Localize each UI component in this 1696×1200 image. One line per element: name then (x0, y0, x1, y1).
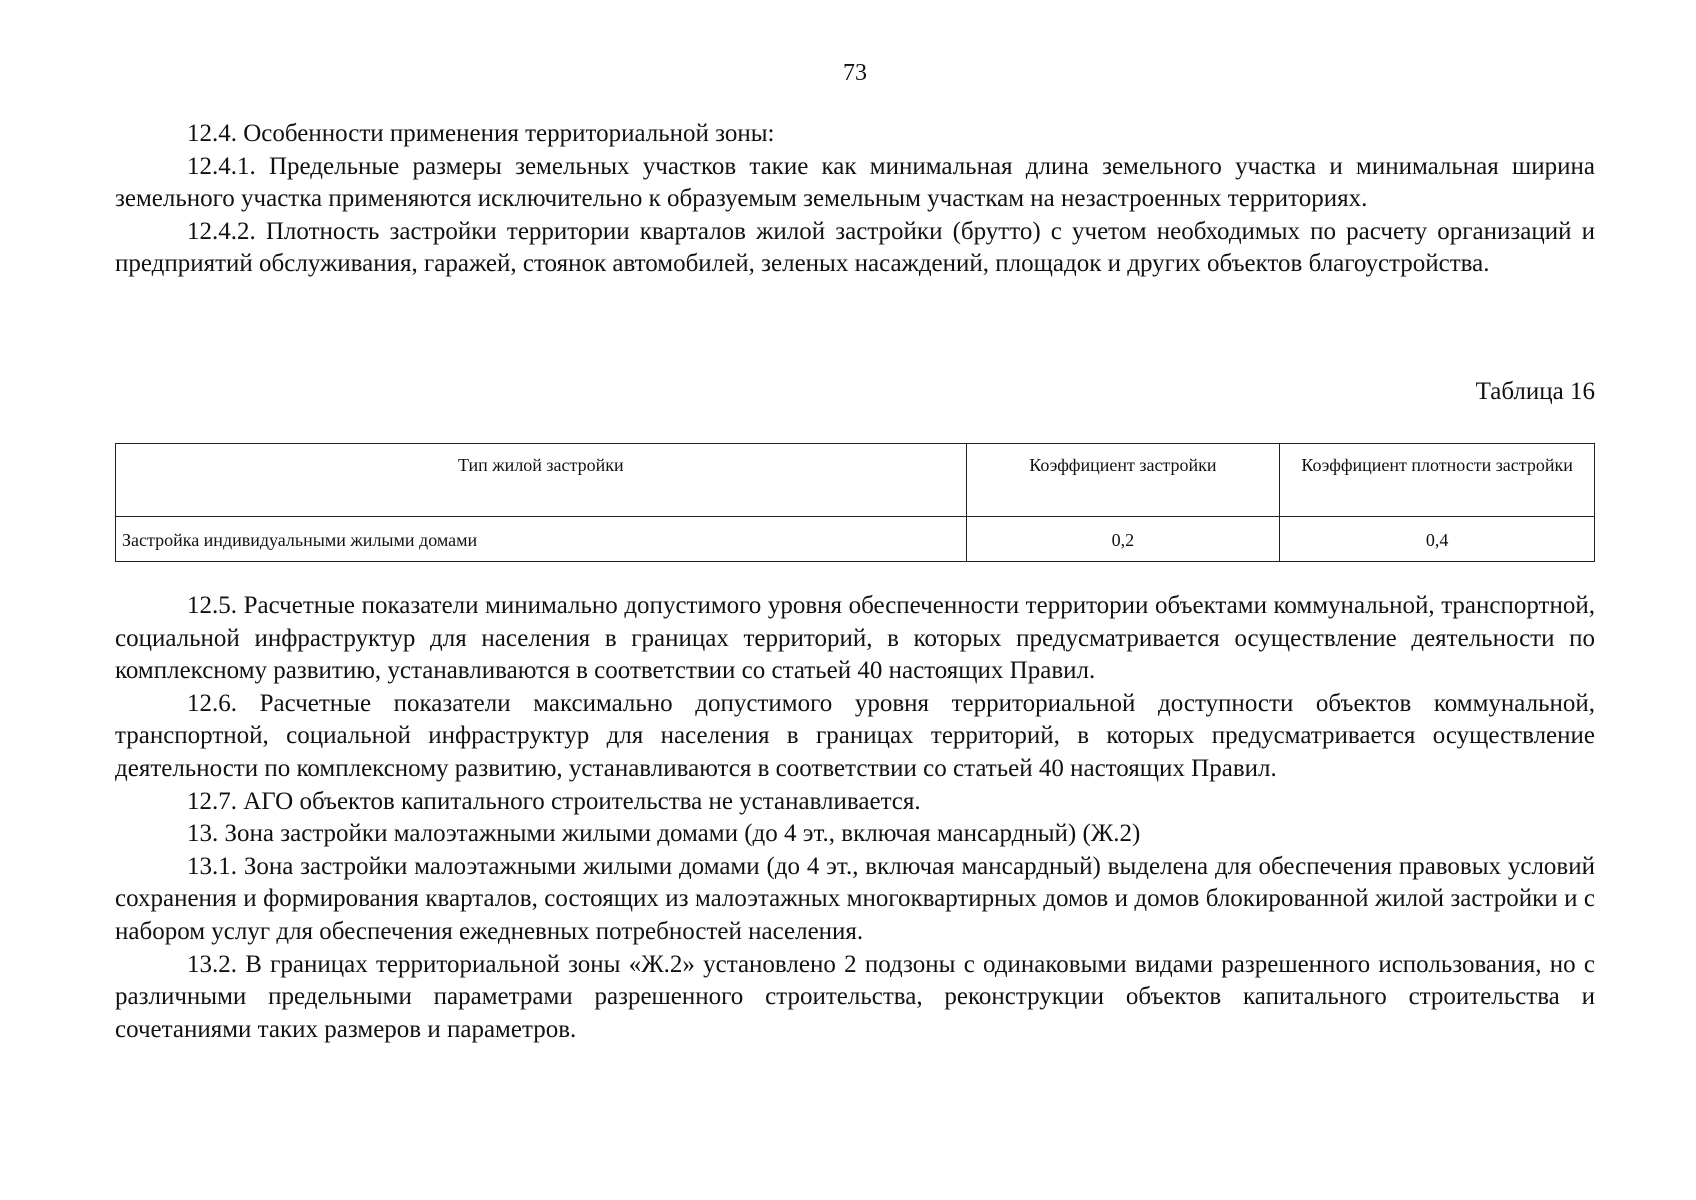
header-building-type: Тип жилой застройки (116, 444, 967, 517)
paragraph-12-7: 12.7. АГО объектов капитального строительства не устанавливается. (187, 787, 921, 815)
paragraph-12-6: 12.6. Расчетные показатели максимально допустимого уровня территориальной доступности объектов коммунальной, транспортной, социальной инфраструктур для населения в границах территорий, в которых предусматривается осуществление деятельности по комплексному развитию, устанавливаются в соответствии со статьей 40 настоящих Правил. (115, 689, 1595, 782)
paragraph-12-5: 12.5. Расчетные показатели минимально допустимого уровня обеспеченности территории объектами коммунальной, транспортной, социальной инфраструктур для населения в границах территорий, в которых предусматривается осуществление деятельности по комплексному развитию, устанавливаются в соответствии со статьей 40 настоящих Правил. (115, 592, 1595, 685)
paragraph-12-4-2: 12.4.2. Плотность застройки территории кварталов жилой застройки (брутто) с учетом необходимых по расчету организаций и предприятий обслуживания, гаражей, стоянок автомобилей, зеленых насаждений, площадок и других объектов благоустройства. (115, 217, 1595, 278)
paragraph-12-4-1: 12.4.1. Предельные размеры земельных участков такие как минимальная длина земельного участка и минимальная ширина земельного участка применяются исключительно к образуемым земельным участкам на незастроенных территориях. (115, 152, 1595, 213)
header-density-coefficient: Коэффициент плотности застройки (1280, 444, 1595, 517)
table-row (116, 517, 1595, 562)
section-heading-13: 13. Зона застройки малоэтажными жилыми домами (до 4 эт., включая мансардный) (Ж.2) (187, 820, 1141, 848)
table-header-row (116, 444, 1595, 517)
cell-building-coefficient: 0,2 (966, 517, 1280, 562)
cell-building-type: Застройка индивидуальными жилыми домами (116, 517, 967, 562)
section-12-4 (115, 118, 1595, 281)
section-heading-12-4: 12.4. Особенности применения территориальной зоны: (187, 120, 775, 147)
table-caption: Таблица 16 (1475, 378, 1595, 405)
cell-density-coefficient: 0,4 (1280, 517, 1595, 562)
header-building-coefficient: Коэффициент застройки (966, 444, 1280, 517)
paragraph-13-1: 13.1. Зона застройки малоэтажными жилыми домами (до 4 эт., включая мансардный) выделена для обеспечения правовых условий сохранения и формирования кварталов, состоящих из малоэтажных многоквартирных домов и домов блокированной жилой застройки и с набором услуг для обеспечения ежедневных потребностей населения. (115, 852, 1595, 945)
page-number: 73 (843, 60, 867, 86)
density-table (115, 443, 1595, 562)
paragraph-13-2: 13.2. В границах территориальной зоны «Ж.2» установлено 2 подзоны с одинаковыми видами разрешенного использования, но с различными предельными параметрами разрешенного строительства, реконструкции объектов капитального строительства и сочетаниями таких размеров и параметров. (115, 950, 1595, 1043)
body-text (115, 590, 1595, 1046)
